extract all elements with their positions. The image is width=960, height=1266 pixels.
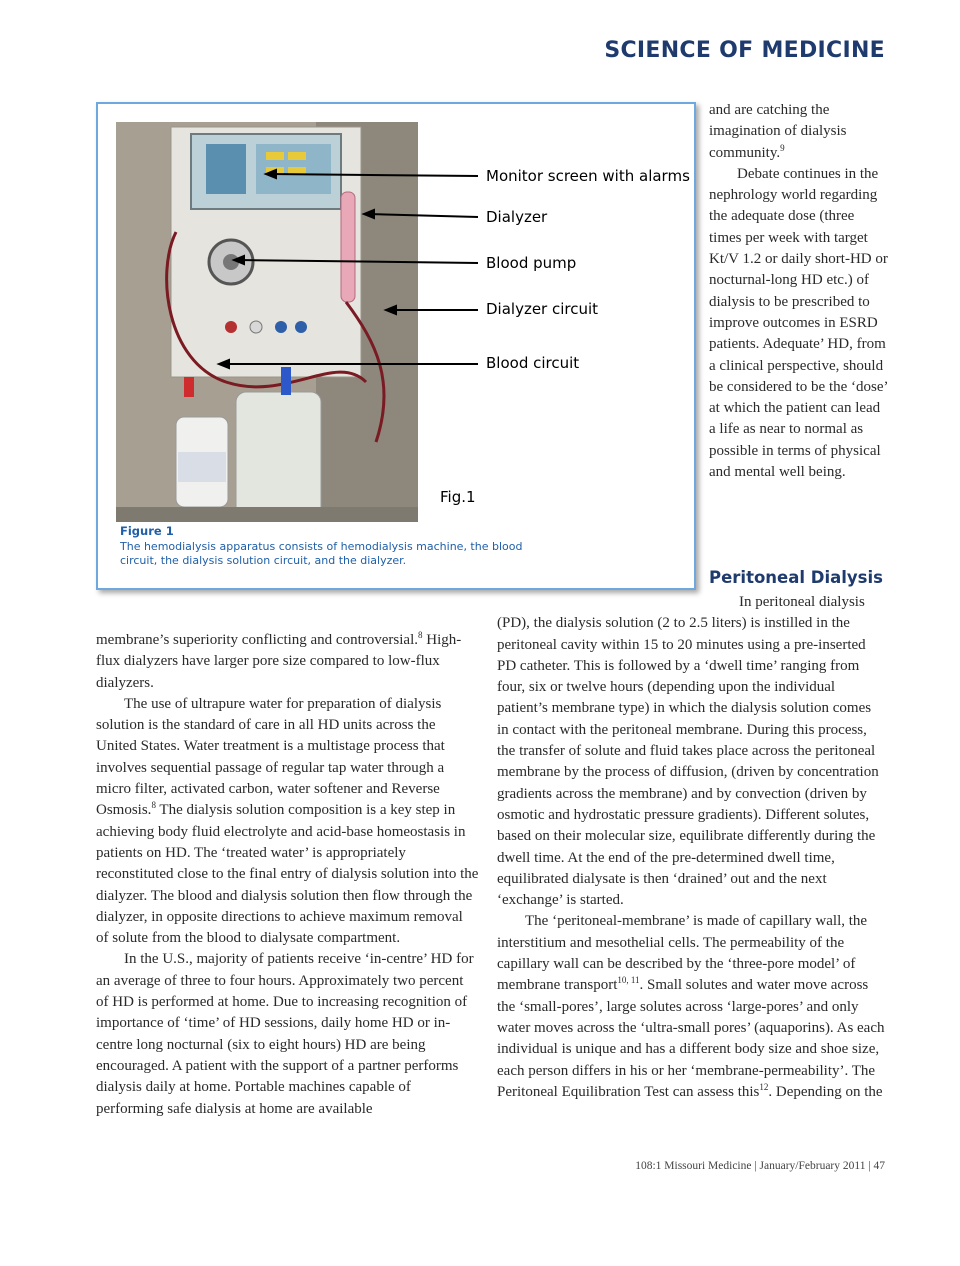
callout-dialyzer: Dialyzer <box>486 208 548 226</box>
paragraph: The use of ultrapure water for preparation of dialysis solution is the standard of care in all HD units across the United States. Water treatment is a multistage process that involves sequential passage of regular tap water through a micro filter, activated carbon, water softener and Reverse Osmosis.$^8$ The dialysis solution composition is a key step in achieving body fluid electrolyte and acid-base homeostasis in patients on HD. The ‘treated water’ is appropriately reconstituted close to the final entry of dialysis solution into the dialyzer. The blood and dialysis solution then flow through the dialyzer, in opposite directions to achieve maximum removal of solute from the blood to dialysate compartment. <box>96 695 479 947</box>
callout-monitor-screen: Monitor screen with alarms <box>486 167 690 185</box>
figure-box <box>96 102 696 590</box>
callout-blood-circuit: Blood circuit <box>486 354 580 372</box>
figure-caption-text: The hemodialysis apparatus consists of hemodialysis machine, the blood circuit, the dialysis solution circuit, and the dialyzer. <box>120 540 523 567</box>
page-footer: 108:1 Missouri Medicine | January/February 2011 | 47 <box>635 1160 885 1172</box>
section-header: SCIENCE OF MEDICINE <box>604 38 885 63</box>
paragraph: The ‘peritoneal-membrane’ is made of capillary wall, the interstitium and mesothelial cells. The permeability of the capillary wall can be described by the ‘three-pore model’ of membrane transport$^{10, 11}$. Small solutes and water move across the ‘small-pores’, large solutes across ‘large-pores’ and only water moves across the ‘ultra-small pores’ (aquaporins). As each individual is unique and has a different body size and shoe size, each person differs in his or her ‘membrane-permeability’. The Peritoneal Equilibration Test can assess this$^{12}$. Depending on the <box>497 913 885 1100</box>
callout-blood-pump: Blood pump <box>486 254 577 272</box>
paragraph: In the U.S., majority of patients receive ‘in-centre’ HD for an average of three to four hours. Approximately two percent of HD is performed at home. Due to increasing recognition of importance of ‘time’ of HD sessions, daily home HD or in-centre long nocturnal (six to eight hours) HD are being encouraged. A patient with the support of a partner performs dialysis daily at home. Portable machines capable of performing safe dialysis at home are available <box>96 951 474 1117</box>
left-column <box>96 630 479 1120</box>
paragraph: Debate continues in the nephrology world regarding the adequate dose (three times per week with target Kt/V 1.2 or daily short-HD or nocturnal-long HD etc.) of dialysis to be prescribed to improve outcomes in ESRD patients. Adequate’ HD, from a clinical perspective, should be considered to be the ‘dose’ at which the patient can lead a life as near to normal as possible in terms of physical and mental well being. <box>709 165 888 481</box>
paragraph: In peritoneal dialysis (PD), the dialysis solution (2 to 2.5 liters) is instilled in the peritoneal cavity within 15 to 20 minutes using a pre-inserted PD catheter. This is followed by a ‘dwell time’ ranging from four, six or twelve hours (depending upon the individual patient’s membrane type) in which the dialysis solution comes in contact with the peritoneal membrane. During this process, the transfer of solute and fluid takes place across the peritoneal membrane by the process of diffusion, (driven by concentration gradients across the membrane) and by convection (driven by osmotic and hydrostatic pressure gradients). Different solutes, based on their molecular size, equilibrate differently during the dwell time. At the end of the pre-determined dwell time, equilibrated dialysate is then ‘drained’ out and the next ‘exchange’ is started. <box>497 594 879 909</box>
fig-label: Fig.1 <box>440 488 476 506</box>
right-top-column <box>709 100 889 483</box>
callout-dialyzer-circuit: Dialyzer circuit <box>486 300 599 318</box>
paragraph: membrane’s superiority conflicting and controversial.$^8$ High-flux dialyzers have larger pore size compared to low-flux dialyzers. <box>96 630 462 691</box>
paragraph: and are catching the imagination of dialysis community.$^9$ <box>709 102 847 161</box>
right-column <box>497 592 885 1103</box>
section-heading-peritoneal-dialysis: Peritoneal Dialysis <box>709 568 883 587</box>
figure-caption-title: Figure 1 <box>120 524 174 538</box>
